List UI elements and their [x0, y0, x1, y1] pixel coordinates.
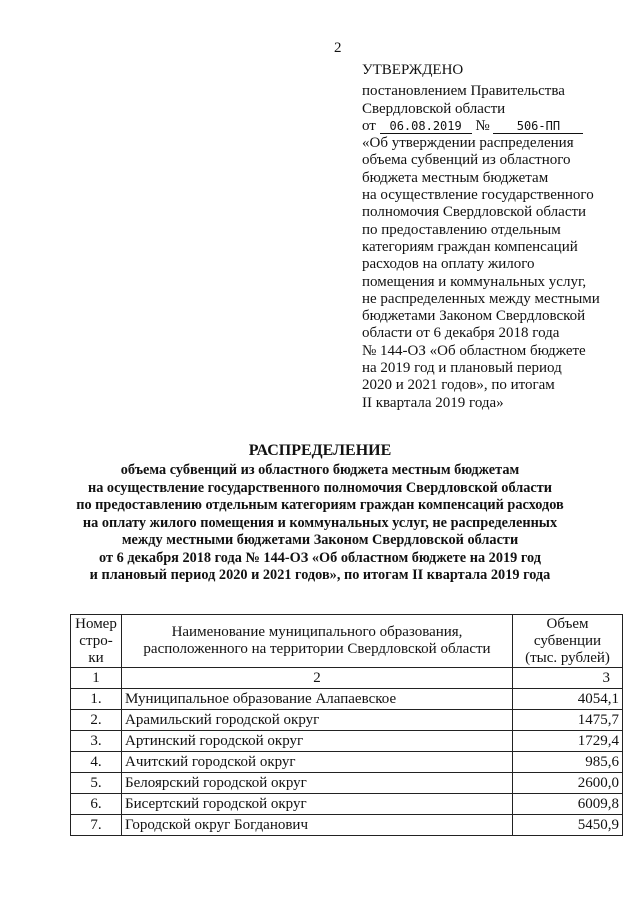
document-title-line: на оплату жилого помещения и коммунальных услуг, не распределенных: [82, 514, 558, 531]
approval-title-line: объема субвенций из областного: [362, 152, 571, 169]
document-title-line: объема субвенций из областного бюджета местным бюджетам: [120, 462, 520, 478]
row-number: 2.: [71, 710, 122, 731]
header-amount: [513, 615, 623, 668]
row-number: 6.: [71, 794, 122, 815]
approval-title-line: по предоставлению отдельным: [362, 221, 561, 238]
approval-heading: УТВЕРЖДЕНО: [362, 62, 464, 78]
subvention-amount: 2600,0: [513, 773, 623, 794]
approval-title-line: не распределенных между местными: [362, 290, 600, 307]
approval-title-line: на 2019 год и плановый период: [362, 360, 562, 377]
row-number: 3.: [71, 731, 122, 752]
document-title: [0, 442, 640, 585]
table-row: [71, 815, 623, 836]
document-title-line: на осуществление государственного полномочия Свердловской области: [87, 479, 553, 496]
approval-title: [362, 135, 632, 412]
document-title-line: и плановый период 2020 и 2021 годов», по итогам II квартала 2019 года: [89, 567, 551, 583]
approval-title-line: № 144-ОЗ «Об областном бюджете: [362, 342, 586, 359]
table-row: [71, 689, 623, 710]
approval-line: Свердловской области: [362, 100, 506, 117]
table-row: [71, 794, 623, 815]
subvention-amount: 1729,4: [513, 731, 623, 752]
approval-line: постановлением Правительства: [362, 83, 565, 100]
municipality-name: Ачитский городской округ: [122, 752, 513, 773]
approval-title-line: расходов на оплату жилого: [362, 256, 535, 273]
approval-date-line: [362, 118, 632, 135]
column-number-row: [71, 668, 623, 689]
document-subtitle: [0, 462, 640, 585]
approval-title-line: бюджета местным бюджетам: [362, 169, 549, 186]
table-row: [71, 731, 623, 752]
distribution-table: [70, 614, 623, 836]
header-text: (тыс. рублей): [525, 649, 610, 666]
approval-title-line: помещения и коммунальных услуг,: [362, 273, 587, 290]
row-number: 5.: [71, 773, 122, 794]
number-prefix: №: [475, 117, 490, 134]
document-title-line: между местными бюджетами Законом Свердловской области: [121, 532, 519, 548]
approval-title-line: области от 6 декабря 2018 года: [362, 325, 560, 342]
header-text: Объем: [546, 615, 589, 632]
approval-title-line: II квартала 2019 года»: [362, 394, 504, 411]
municipality-name: Муниципальное образование Алапаевское: [122, 689, 513, 710]
header-text: стро-: [79, 632, 113, 649]
municipality-name: Бисертский городской округ: [122, 794, 513, 815]
approval-title-line: 2020 и 2021 годов», по итогам: [362, 377, 555, 394]
document-title-line: от 6 декабря 2018 года № 144-ОЗ «Об областном бюджете на 2019 год: [99, 549, 541, 566]
date-prefix: от: [362, 117, 376, 134]
approval-title-line: на осуществление государственного: [362, 187, 594, 204]
subvention-amount: 6009,8: [513, 794, 623, 815]
approval-date: 06.08.2019: [380, 119, 472, 134]
row-number: 1.: [71, 689, 122, 710]
document-title-line: по предоставлению отдельным категориям граждан компенсаций расходов: [76, 497, 564, 513]
table-row: [71, 773, 623, 794]
subvention-amount: 4054,1: [513, 689, 623, 710]
approval-block: [362, 62, 632, 412]
subvention-amount: 985,6: [513, 752, 623, 773]
approval-title-line: категориям граждан компенсаций: [362, 238, 578, 255]
row-number: 7.: [71, 815, 122, 836]
approval-title-line: «Об утверждении распределения: [362, 135, 574, 152]
page-number: 2: [334, 40, 342, 56]
header-row-number: [71, 615, 122, 668]
approval-title-line: полномочия Свердловской области: [362, 204, 587, 221]
header-municipality: [122, 615, 513, 668]
header-text: расположенного на территории Свердловской области: [143, 641, 491, 657]
header-text: субвенции: [533, 632, 602, 649]
municipality-name: Белоярский городской округ: [122, 773, 513, 794]
column-number: 1: [71, 668, 122, 689]
header-text: Номер: [75, 615, 117, 632]
approval-number: 506-ПП: [493, 119, 583, 134]
column-number: 2: [122, 668, 513, 689]
municipality-name: Городской округ Богданович: [122, 815, 513, 836]
approval-title-line: бюджетами Законом Свердловской: [362, 308, 586, 325]
table-header-row: [71, 615, 623, 668]
subvention-amount: 1475,7: [513, 710, 623, 731]
header-text: Наименование муниципального образования,: [171, 624, 463, 640]
table-row: [71, 752, 623, 773]
municipality-name: Арамильский городской округ: [122, 710, 513, 731]
table-row: [71, 710, 623, 731]
municipality-name: Артинский городской округ: [122, 731, 513, 752]
row-number: 4.: [71, 752, 122, 773]
header-text: ки: [88, 649, 104, 666]
column-number: 3: [513, 668, 623, 689]
document-heading: РАСПРЕДЕЛЕНИЕ: [248, 442, 392, 459]
subvention-amount: 5450,9: [513, 815, 623, 836]
